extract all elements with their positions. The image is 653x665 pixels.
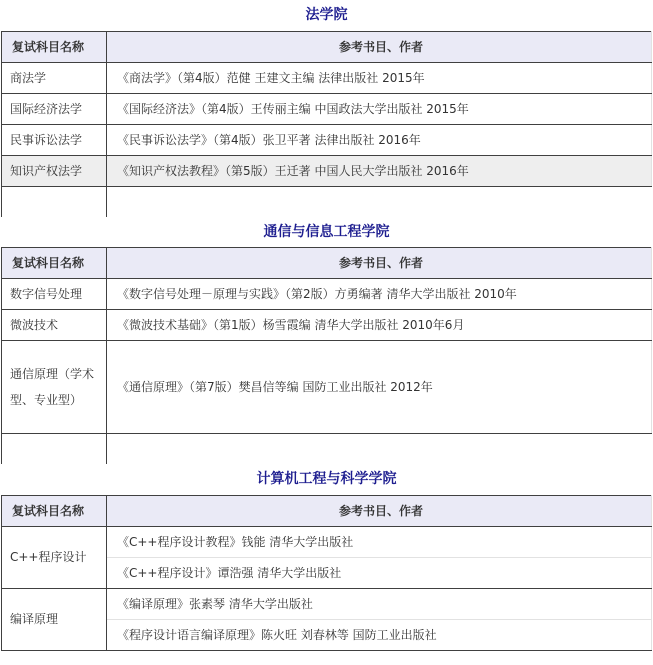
spacer-row (2, 186, 652, 217)
header-references: 参考书目、作者 (107, 248, 652, 279)
table-row (2, 341, 652, 434)
section-title: 法学院 (305, 7, 348, 24)
spacer-cell (107, 434, 652, 465)
table-row (2, 93, 652, 124)
subject-cell: 数字信号处理 (2, 279, 107, 310)
section-title-row (2, 0, 652, 31)
subject-cell: 通信原理（学术型、专业型） (2, 341, 107, 434)
section-title: 通信与信息工程学院 (263, 223, 390, 240)
reference-cell: 《程序设计语言编译原理》陈火旺 刘春林等 国防工业出版社 (107, 619, 652, 650)
reference-cell: 《编译原理》张素琴 清华大学出版社 (107, 588, 652, 619)
spacer-row (2, 434, 652, 465)
reference-cell: 《微波技术基础》（第1版）杨雪霞编 清华大学出版社 2010年6月 (107, 310, 652, 341)
subject-cell: 知识产权法学 (2, 155, 107, 186)
reference-cell: 《商法学》（第4版）范健 王建文主编 法律出版社 2015年 (107, 62, 652, 93)
table-row (2, 124, 652, 155)
reference-cell: 《C++程序设计》谭浩强 清华大学出版社 (107, 557, 652, 588)
header-row (2, 495, 652, 526)
header-subject: 复试科目名称 (2, 31, 107, 62)
subject-cell: 微波技术 (2, 310, 107, 341)
section-title-row (2, 217, 652, 248)
table-row (2, 62, 652, 93)
spacer-cell (2, 186, 107, 217)
reference-cell: 《C++程序设计教程》钱能 清华大学出版社 (107, 526, 652, 557)
section-title-row (2, 464, 652, 495)
table-row (2, 155, 652, 186)
table-row (2, 588, 652, 619)
subject-cell: 国际经济法学 (2, 93, 107, 124)
subject-cell: 民事诉讼法学 (2, 124, 107, 155)
table-row (2, 310, 652, 341)
reference-cell: 《民事诉讼法学》（第4版）张卫平著 法律出版社 2016年 (107, 124, 652, 155)
table-row (2, 279, 652, 310)
header-references: 参考书目、作者 (107, 495, 652, 526)
table-row (2, 526, 652, 557)
header-row (2, 31, 652, 62)
header-subject: 复试科目名称 (2, 248, 107, 279)
reference-cell: 《数字信号处理－原理与实践》（第2版）方勇编著 清华大学出版社 2010年 (107, 279, 652, 310)
reference-cell: 《知识产权法教程》（第5版）王迁著 中国人民大学出版社 2016年 (107, 155, 652, 186)
header-subject: 复试科目名称 (2, 495, 107, 526)
reference-books-table (1, 0, 652, 651)
reference-cell: 《国际经济法》（第4版）王传丽主编 中国政法大学出版社 2015年 (107, 93, 652, 124)
subject-cell: 商法学 (2, 62, 107, 93)
spacer-cell (2, 434, 107, 465)
spacer-cell (107, 186, 652, 217)
header-row (2, 248, 652, 279)
subject-cell: C++程序设计 (2, 526, 107, 588)
subject-cell: 编译原理 (2, 588, 107, 650)
header-references: 参考书目、作者 (107, 31, 652, 62)
reference-cell: 《通信原理》（第7版）樊昌信等编 国防工业出版社 2012年 (107, 341, 652, 434)
section-title: 计算机工程与科学学院 (256, 471, 397, 488)
